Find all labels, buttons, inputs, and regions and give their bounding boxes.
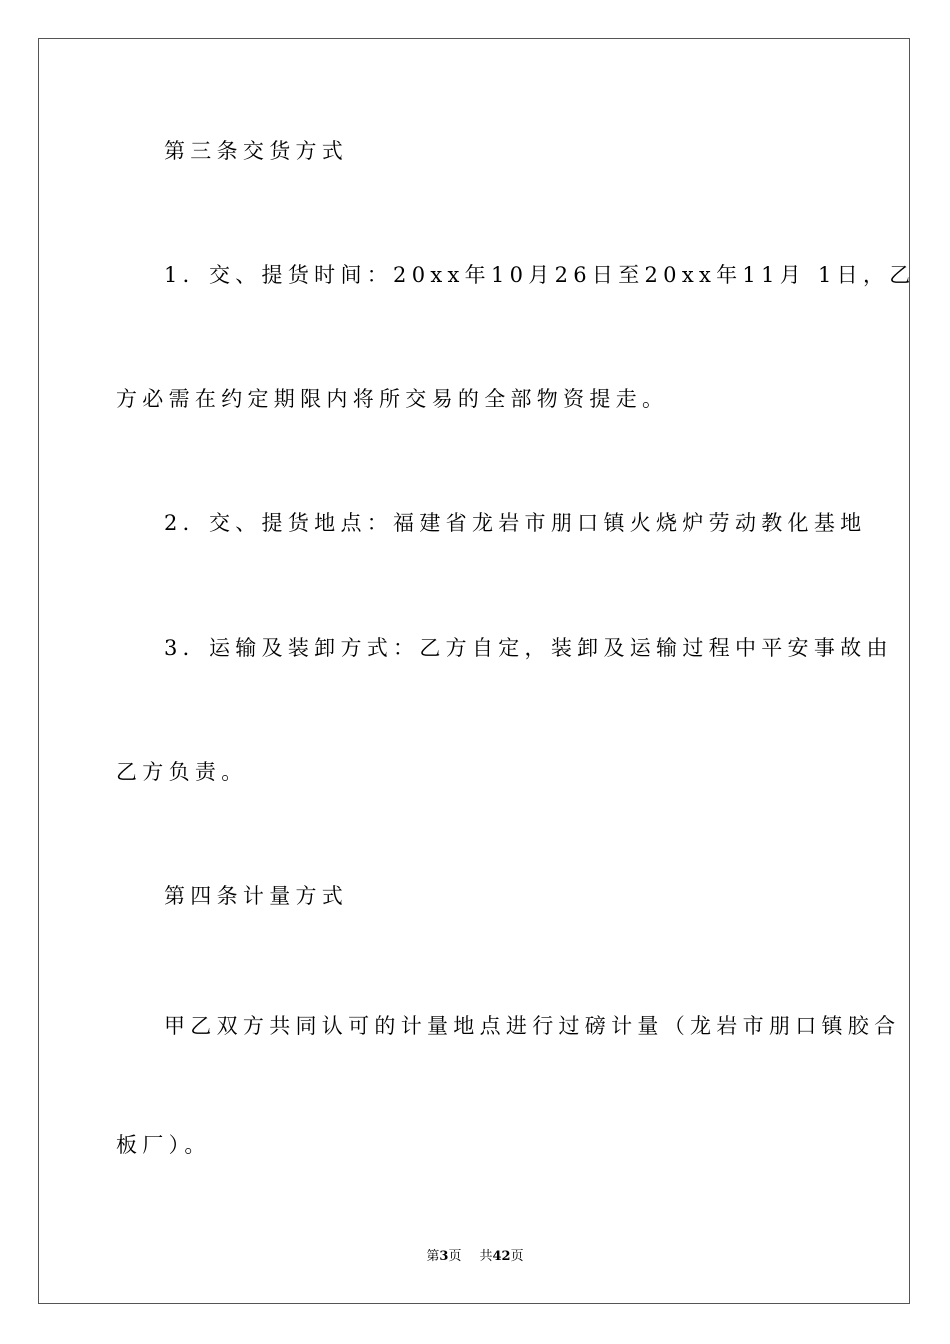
paragraph-line: 乙方负责。 (116, 760, 248, 784)
page-border (38, 38, 910, 1304)
section-heading-delivery: 第三条交货方式 (164, 139, 349, 163)
section-heading-measurement: 第四条计量方式 (164, 884, 349, 908)
current-page-number: 3 (439, 1249, 449, 1264)
footer-total-prefix: 共 (479, 1249, 493, 1264)
paragraph-line: 1．交、提货时间：20xx年10月26日至20xx年11月 1日，乙 (164, 263, 916, 287)
total-page-count: 42 (492, 1249, 511, 1264)
paragraph-line: 方必需在约定期限内将所交易的全部物资提走。 (116, 387, 669, 411)
footer-page-suffix: 页 (448, 1249, 462, 1264)
footer-page-prefix: 第 (426, 1249, 440, 1264)
paragraph-line: 3．运输及装卸方式：乙方自定，装卸及运输过程中平安事故由 (164, 636, 893, 660)
paragraph-line: 2．交、提货地点：福建省龙岩市朋口镇火烧炉劳动教化基地 (164, 511, 867, 535)
footer-total-suffix: 页 (510, 1249, 524, 1264)
paragraph-line: 甲乙双方共同认可的计量地点进行过磅计量（龙岩市朋口镇胶合 (164, 1014, 901, 1038)
page-number-footer (0, 1248, 950, 1266)
paragraph-line: 板厂）。 (116, 1133, 211, 1157)
